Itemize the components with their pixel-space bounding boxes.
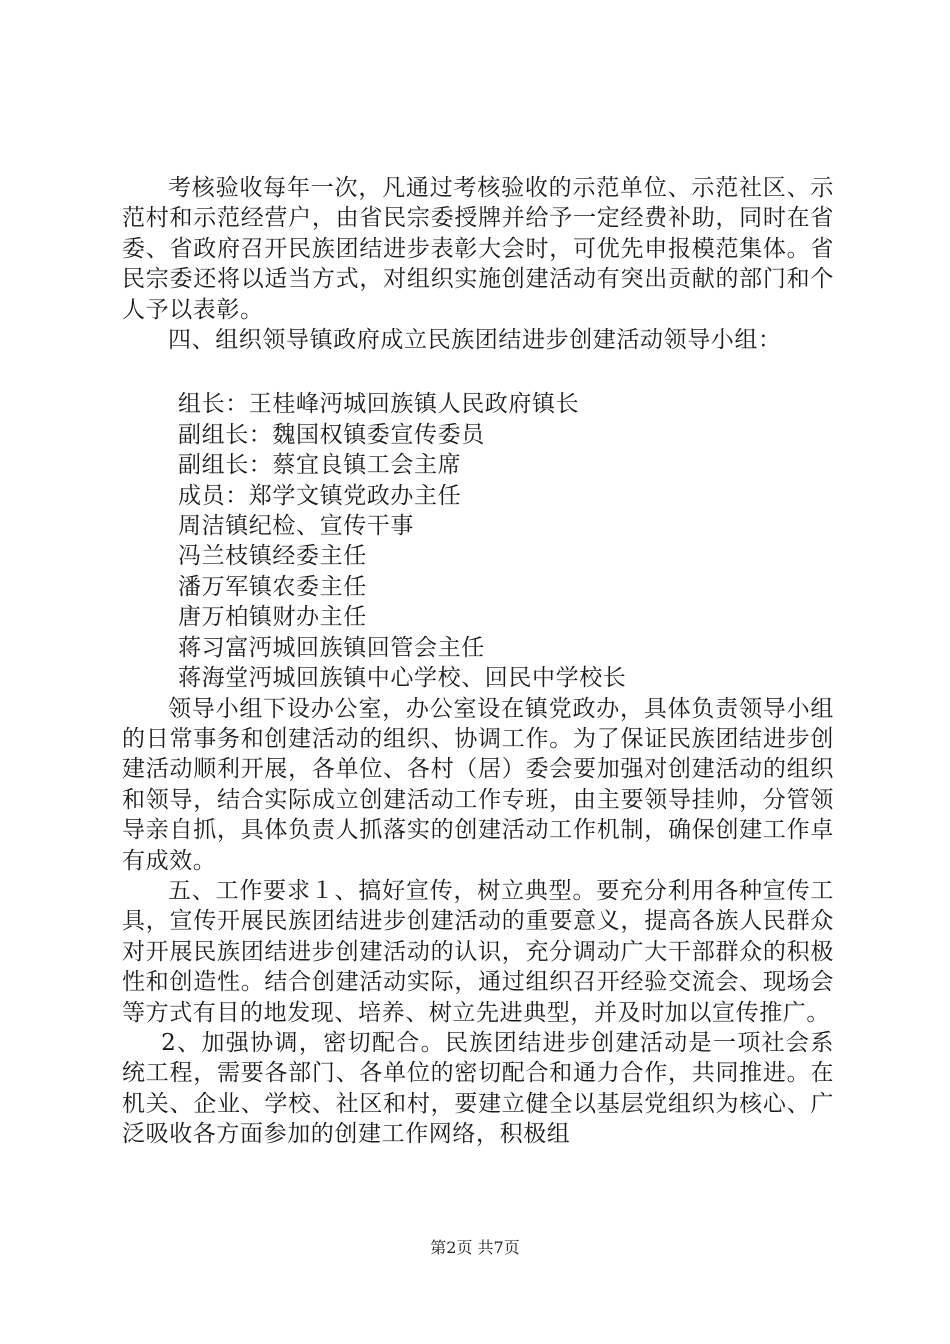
list-item: 蒋海堂沔城回族镇中心学校、回民中学校长 [178,665,627,692]
list-item: 蒋习富沔城回族镇回管会主任 [178,634,485,661]
list-item: 冯兰枝镇经委主任 [178,543,367,570]
paragraph-coordination: 2、加强协调，密切配合。民族团结进步创建活动是一项社会系统工程，需要各部门、各单位的密切配合和通力合作，共同推进。在机关、企业、学校、社区和村，要建立健全以基层党组织为核心、广泛吸收各方面参加的创建工作网络，积极组 [122,1029,834,1148]
list-item: 组长：王桂峰沔城回族镇人民政府镇长 [178,391,580,418]
paragraph-assessment: 考核验收每年一次，凡通过考核验收的示范单位、示范社区、示范村和示范经营户，由省民宗委授牌并给予一定经费补助，同时在省委、省政府召开民族团结进步表彰大会时，可优先申报模范集体。省民宗委还将以适当方式，对组织实施创建活动有突出贡献的部门和个人予以表彰。 [122,175,834,323]
paragraph-office-setup: 领导小组下设办公室，办公室设在镇党政办，具体负责领导小组的日常事务和创建活动的组织、协调工作。为了保证民族团结进步创建活动顺利开展，各单位、各村（居）委会要加强对创建活动的组织和领导，结合实际成立创建活动工作专班，由主要领导挂帅，分管领导亲自抓，具体负责人抓落实的创建活动工作机制，确保创建工作卓有成效。 [122,695,834,874]
leadership-group-member-list [122,389,834,693]
list-item: 潘万军镇农委主任 [178,573,367,600]
list-item: 周洁镇纪检、宣传干事 [178,513,414,540]
list-item: 副组长：魏国权镇委宣传委员 [178,421,485,448]
paragraph-section-five-publicity: 五、工作要求１、搞好宣传，树立典型。要充分利用各种宣传工具，宣传开展民族团结进步创建活动的重要意义，提高各族人民群众对开展民族团结进步创建活动的认识，充分调动广大干部群众的积极性和创造性。结合创建活动实际，通过组织召开经验交流会、现场会等方式有目的地发现、培养、树立先进典型，并及时加以宣传推广。 [122,877,834,1026]
list-item: 副组长：蔡宜良镇工会主席 [178,452,462,479]
list-item: 唐万柏镇财办主任 [178,604,367,631]
paragraph-section-four-heading: 四、组织领导镇政府成立民族团结进步创建活动领导小组： [168,327,782,354]
document-body [122,173,834,1150]
list-item: 成员：郑学文镇党政办主任 [178,482,462,509]
page-number-footer: 第2页 共7页 [430,1238,520,1257]
